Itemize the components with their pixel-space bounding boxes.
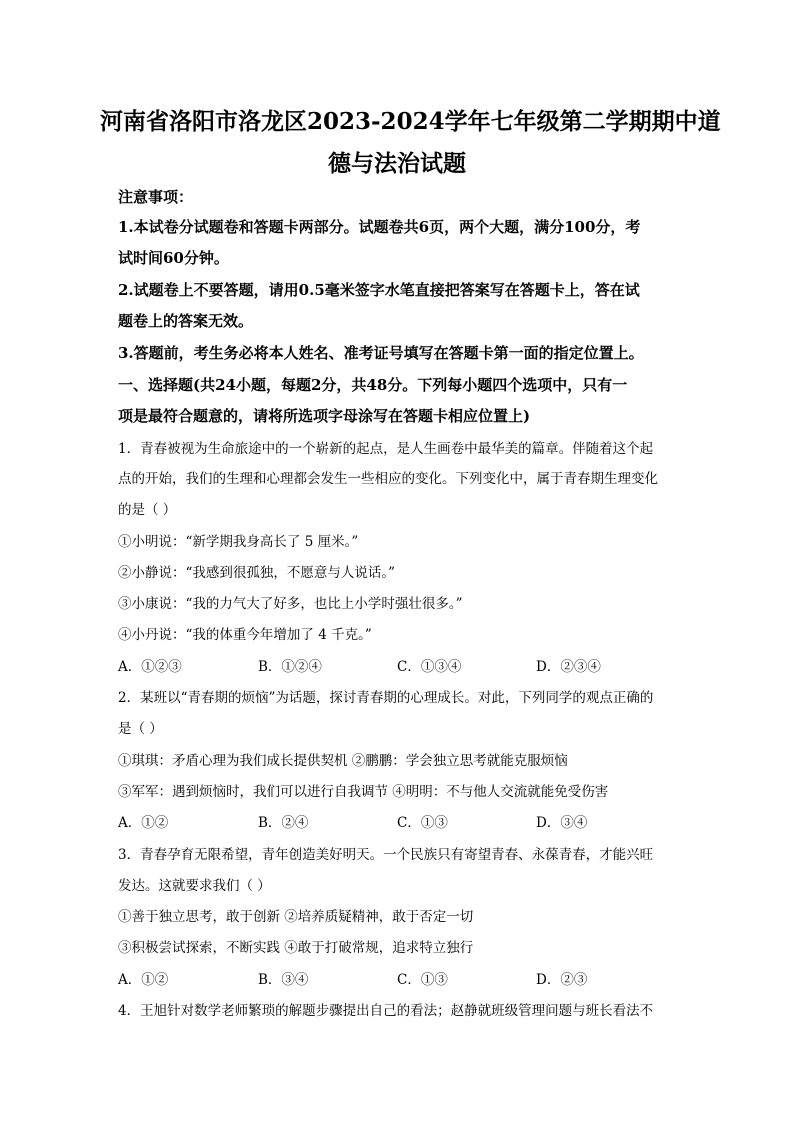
notice-item-2: 2.试题卷上不要答题，请用0.5毫米签字水笔直接把答案写在答题卡上，答在试 bbox=[118, 281, 640, 299]
q1-statement-2: ②小静说：“我感到很孤独，不愿意与人说话。” bbox=[118, 565, 396, 581]
exam-title-line1: 河南省洛阳市洛龙区2023-2024学年七年级第二学期期中道 bbox=[100, 108, 721, 135]
q2-stem: 2．某班以“青春期的烦恼”为话题，探讨青春期的心理成长。对此，下列同学的观点正确的 bbox=[118, 690, 654, 706]
q2-statements-1-2: ①琪琪：矛盾心理为我们成长提供契机 ②鹏鹏：学会独立思考就能克服烦恼 bbox=[118, 753, 568, 769]
q1-statement-4: ④小丹说：“我的体重今年增加了 4 千克。” bbox=[118, 627, 372, 643]
q3-statements-1-2: ①善于独立思考，敢于创新 ②培养质疑精神，敢于否定一切 bbox=[118, 909, 474, 925]
notice-item-2-cont: 题卷上的答案无效。 bbox=[118, 312, 254, 330]
q4-stem: 4．王旭针对数学老师繁琐的解题步骤提出自己的看法；赵静就班级管理问题与班长看法不 bbox=[118, 1003, 654, 1019]
q3-statements-3-4: ③积极尝试探索，不断实践 ④敢于打破常规，追求特立独行 bbox=[118, 940, 474, 956]
notice-item-3: 3.答题前，考生务必将本人姓名、准考证号填写在答题卡第一面的指定位置上。 bbox=[118, 344, 644, 362]
q1-option-d: D．②③④ bbox=[536, 659, 601, 675]
q1-statement-3: ③小康说：“我的力气大了好多，也比上小学时强壮很多。” bbox=[118, 596, 463, 612]
q3-stem: 3．青春孕育无限希望，青年创造美好明天。一个民族只有寄望青春、永葆青春，才能兴旺 bbox=[118, 847, 654, 863]
q1-option-c: C．①③④ bbox=[397, 659, 462, 675]
q1-stem: 1．青春被视为生命旅途中的一个崭新的起点，是人生画卷中最华美的篇章。伴随着这个起 bbox=[118, 441, 654, 457]
q2-option-c: C．①③ bbox=[397, 815, 448, 831]
q3-option-a: A．①② bbox=[118, 972, 169, 988]
q2-statements-3-4: ③军军：遇到烦恼时，我们可以进行自我调节 ④明明：不与他人交流就能免受伤害 bbox=[118, 784, 609, 800]
q3-stem-end: 发达。这就要求我们（ ） bbox=[118, 878, 271, 894]
q1-option-b: B．①②④ bbox=[258, 659, 322, 675]
q3-option-b: B．③④ bbox=[258, 972, 309, 988]
q2-stem-end: 是（ ） bbox=[118, 721, 163, 737]
q2-option-d: D．③④ bbox=[536, 815, 588, 831]
notice-item-1: 1.本试卷分试题卷和答题卡两部分。试题卷共6页，两个大题，满分100分，考 bbox=[118, 218, 641, 236]
q2-option-b: B．②④ bbox=[258, 815, 309, 831]
q3-option-c: C．①③ bbox=[397, 972, 448, 988]
notice-item-1-cont: 试时间60分钟。 bbox=[118, 249, 229, 267]
q1-option-a: A．①②③ bbox=[118, 659, 182, 675]
section-heading: 一、选择题(共24小题，每题2分，共48分。下列每小题四个选项中，只有一 bbox=[118, 376, 628, 394]
notice-heading: 注意事项： bbox=[118, 188, 194, 206]
q3-option-d: D．②③ bbox=[536, 972, 588, 988]
q1-statement-1: ①小明说：“新学期我身高长了 5 厘米。” bbox=[118, 534, 359, 550]
q2-option-a: A．①② bbox=[118, 815, 169, 831]
section-heading-cont: 项是最符合题意的，请将所选项字母涂写在答题卡相应位置上) bbox=[118, 407, 531, 425]
q1-stem-cont: 点的开始，我们的生理和心理都会发生一些相应的变化。下列变化中，属于青春期生理变化 bbox=[118, 471, 658, 487]
q1-stem-end: 的是（ ） bbox=[118, 502, 177, 518]
exam-title-line2: 德与法治试题 bbox=[328, 150, 466, 177]
